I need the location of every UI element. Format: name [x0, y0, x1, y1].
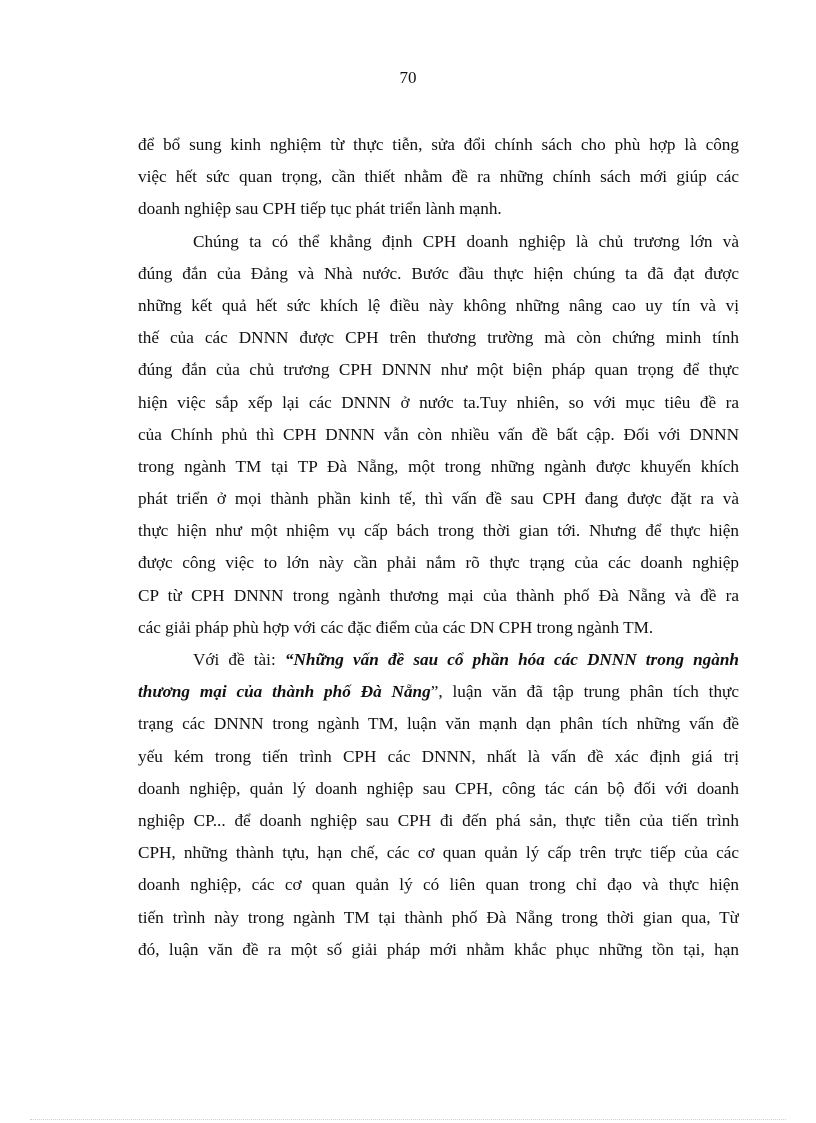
topic-title-part2: thương mại của thành phố Đà Nẵng — [138, 682, 431, 702]
text-line: CP từ CPH DNNN trong ngành thương mại của thành phố Đà Nẵng và đề ra — [138, 585, 739, 605]
text-line: trạng các DNNN trong ngành TM, luận văn mạnh dạn phân tích những vấn đề — [138, 714, 739, 734]
topic-title-part1: “Những vấn đề sau cổ phần hóa các DNNN trong ngành — [284, 650, 739, 669]
text-line: tiến trình này trong ngành TM tại thành phố Đà Nẵng trong thời gian qua, Từ — [138, 907, 739, 927]
text-line: đó, luận văn đề ra một số giải pháp mới nhằm khắc phục những tồn tại, hạn — [138, 939, 739, 959]
text-line: các giải pháp phù hợp với các đặc điểm của các DN CPH trong ngành TM. — [138, 617, 654, 637]
text-line: doanh nghiệp, quản lý doanh nghiệp sau CPH, công tác cán bộ đối với doanh — [138, 778, 739, 798]
text-line: đúng đắn của chủ trương CPH DNNN như một biện pháp quan trọng để thực — [138, 360, 739, 380]
text-line: những kết quả hết sức khích lệ điều này không những nâng cao uy tín và vị — [138, 295, 739, 315]
page-bottom-divider — [30, 1119, 786, 1120]
text-line: nghiệp CP... để doanh nghiệp sau CPH đi đến phá sản, thực tiễn của tiến trình — [138, 810, 739, 830]
text-line: đúng đắn của Đảng và Nhà nước. Bước đầu thực hiện chúng ta đã đạt được — [138, 263, 739, 283]
page-number: 70 — [399, 68, 417, 87]
text-line: được công việc to lớn này cần phải nắm rõ thực trạng của các doanh nghiệp — [138, 553, 739, 573]
text-line — [138, 676, 739, 708]
text-line: doanh nghiệp sau CPH tiếp tục phát triển lành mạnh. — [138, 199, 502, 219]
document-body — [138, 129, 739, 966]
text-line — [138, 644, 739, 676]
text-line: của Chính phủ thì CPH DNNN vẫn còn nhiều vấn đề bất cập. Đối với DNNN — [138, 424, 739, 444]
text-line: trong ngành TM tại TP Đà Nẵng, một trong những ngành được khuyến khích — [138, 456, 739, 476]
text-line: việc hết sức quan trọng, cần thiết nhằm đề ra những chính sách mới giúp các — [138, 167, 739, 187]
topic-intro: Với đề tài: — [193, 650, 285, 669]
text-line: hiện việc sắp xếp lại các DNNN ở nước ta.Tuy nhiên, so với mục tiêu đề ra — [138, 392, 739, 412]
text-line: doanh nghiệp, các cơ quan quản lý có liên quan trong chỉ đạo và thực hiện — [138, 875, 739, 895]
topic-continuation: ”, luận văn đã tập trung phân tích thực — [430, 682, 739, 702]
text-line: CPH, những thành tựu, hạn chế, các cơ quan quản lý cấp trên trực tiếp của các — [138, 843, 739, 863]
text-line: Chúng ta có thể khẳng định CPH doanh nghiệp là chủ trương lớn và — [193, 231, 739, 251]
text-line: yếu kém trong tiến trình CPH các DNNN, nhất là vấn đề xác định giá trị — [138, 746, 739, 766]
text-line: thực hiện như một nhiệm vụ cấp bách trong thời gian tới. Nhưng để thực hiện — [138, 521, 739, 541]
text-line: phát triển ở mọi thành phần kinh tế, thì vấn đề sau CPH đang được đặt ra và — [138, 489, 739, 509]
text-line: thế của các DNNN được CPH trên thương trường mà còn chứng minh tính — [138, 328, 739, 348]
text-line: để bổ sung kinh nghiệm từ thực tiễn, sửa đổi chính sách cho phù hợp là công — [138, 135, 739, 154]
